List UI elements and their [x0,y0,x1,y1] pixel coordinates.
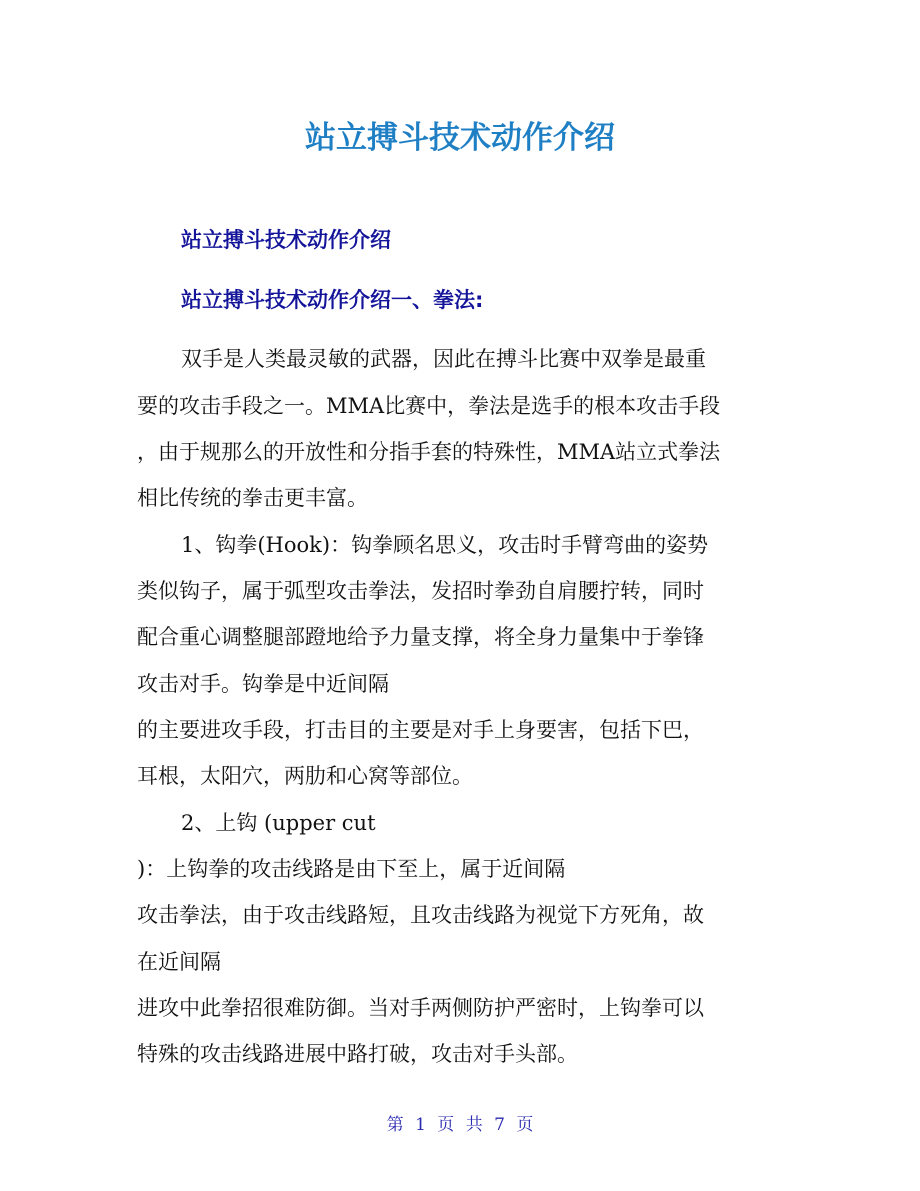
section-heading: 站立搏斗技术动作介绍 [181,228,391,252]
paragraph-line: ，由于规那么的开放性和分指手套的特殊性，MMA站立式拳法 [137,440,721,464]
paragraph-line: 攻击对手。钩拳是中近间隔 [137,672,389,696]
page-footer: 第 1 页 共 7 页 [386,1115,534,1135]
subsection-heading: 站立搏斗技术动作介绍一、拳法: [181,288,484,312]
paragraph-line: 2、上钩 (upper cut [181,811,376,835]
paragraph-line: )：上钩拳的攻击线路是由下至上，属于近间隔 [137,857,566,881]
paragraph-line: 特殊的攻击线路进展中路打破，攻击对手头部。 [137,1042,578,1066]
paragraph-line: 攻击拳法，由于攻击线路短，且攻击线路为视觉下方死角，故 [137,903,704,927]
paragraph-line: 1、钩拳(Hook)：钩拳顾名思义，攻击时手臂弯曲的姿势 [181,533,709,557]
paragraph-line: 要的攻击手段之一。MMA比赛中，拳法是选手的根本攻击手段 [137,394,721,418]
paragraph-line: 进攻中此拳招很难防御。当对手两侧防护严密时，上钩拳可以 [137,996,704,1020]
paragraph-line: 的主要进攻手段，打击目的主要是对手上身要害，包括下巴， [137,718,704,742]
paragraph-line: 双手是人类最灵敏的武器，因此在搏斗比赛中双拳是最重 [181,347,706,371]
document-title: 站立搏斗技术动作介绍 [305,120,615,156]
paragraph-line: 耳根，太阳穴，两肋和心窝等部位。 [137,764,473,788]
paragraph-line: 相比传统的拳击更丰富。 [137,486,368,510]
paragraph-line: 在近间隔 [137,950,221,974]
paragraph-line: 配合重心调整腿部蹬地给予力量支撑，将全身力量集中于拳锋 [137,625,704,649]
paragraph-line: 类似钩子，属于弧型攻击拳法，发招时拳劲自肩腰拧转，同时 [137,579,704,603]
